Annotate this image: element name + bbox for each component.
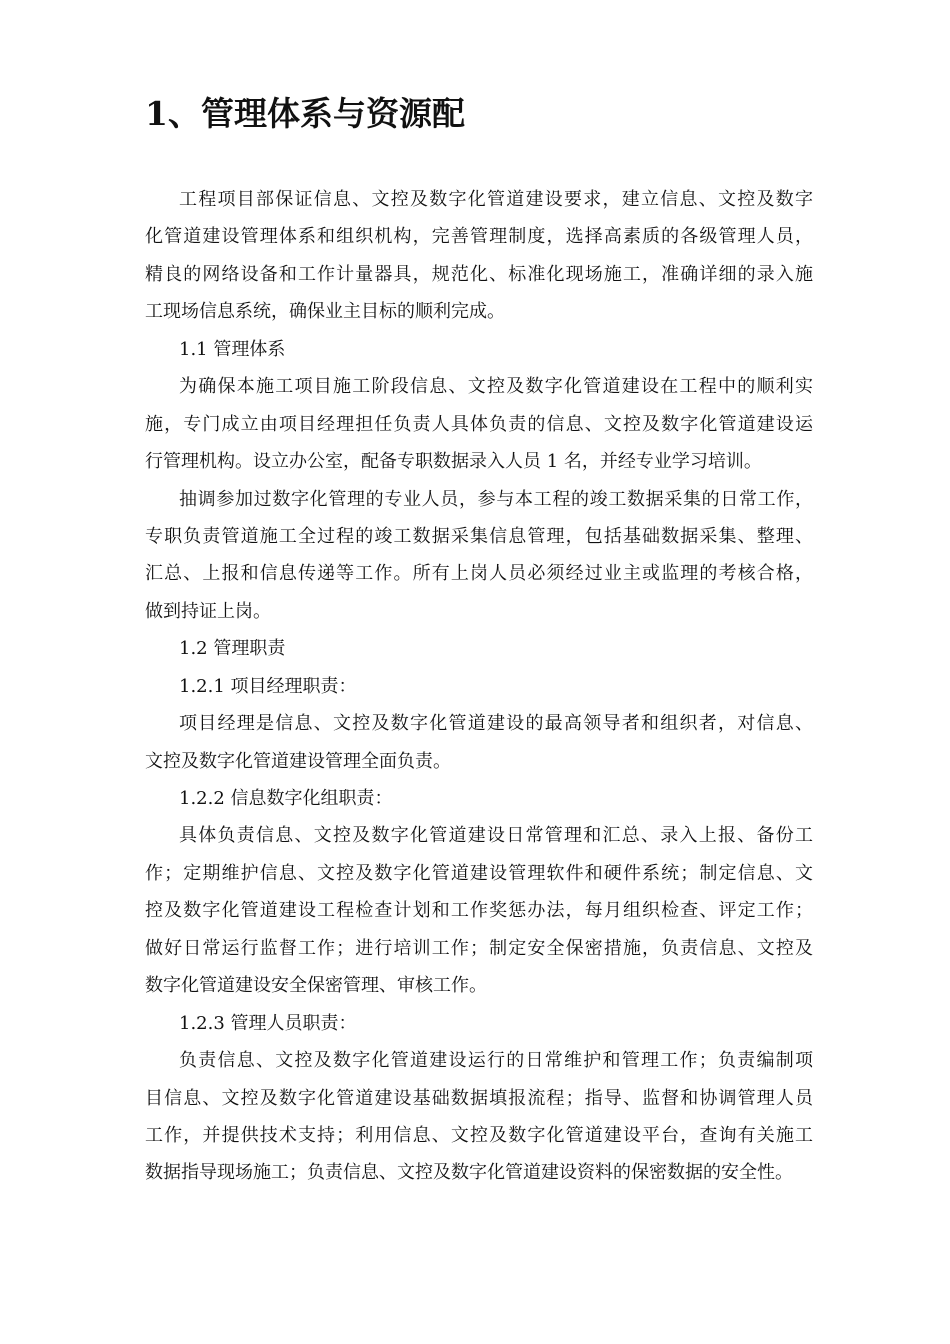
paragraph-line: 数据指导现场施工；负责信息、文控及数字化管道建设资料的保密数据的安全性。 — [145, 1162, 793, 1184]
paragraph-line: 工程项目部保证信息、文控及数字化管道建设要求，建立信息、文控及数字 — [179, 189, 813, 210]
heading-text: 1.1 管理体系 — [179, 338, 286, 360]
paragraph-line: 做好日常运行监督工作；进行培训工作；制定安全保密措施，负责信息、文控及 — [145, 937, 813, 959]
paragraph-line: 汇总、上报和信息传递等工作。所有上岗人员必须经过业主或监理的考核合格， — [145, 563, 813, 585]
paragraph-line: 数字化管道建设安全保密管理、审核工作。 — [145, 975, 487, 997]
heading-text: 1.2.1 项目经理职责： — [179, 675, 357, 697]
paragraph-line: 抽调参加过数字化管理的专业人员，参与本工程的竣工数据采集的日常工作， — [179, 488, 813, 510]
paragraph-line: 化管道建设管理体系和组织机构，完善管理制度，选择高素质的各级管理人员， — [145, 226, 813, 248]
paragraph-line: 做到持证上岗。 — [145, 600, 271, 622]
section-heading — [145, 780, 813, 817]
paragraph — [145, 705, 813, 780]
document-body — [145, 181, 813, 1192]
paragraph-line: 项目经理是信息、文控及数字化管道建设的最高领导者和组织者，对信息、 — [179, 713, 813, 735]
section-heading — [145, 668, 813, 705]
paragraph-line: 施，专门成立由项目经理担任负责人具体负责的信息、文控及数字化管道建设运 — [145, 413, 813, 435]
paragraph-line: 具体负责信息、文控及数字化管道建设日常管理和汇总、录入上报、备份工 — [179, 825, 813, 847]
paragraph — [145, 481, 813, 631]
paragraph-line: 目信息、文控及数字化管道建设基础数据填报流程；指导、监督和协调管理人员 — [145, 1087, 813, 1109]
paragraph-line: 专职负责管道施工全过程的竣工数据采集信息管理，包括基础数据采集、整理、 — [145, 525, 813, 547]
section-heading — [145, 630, 813, 667]
paragraph-line: 行管理机构。设立办公室，配备专职数据录入人员 1 名，并经专业学习培训。 — [145, 451, 762, 473]
paragraph-line: 精良的网络设备和工作计量器具，规范化、标准化现场施工，准确详细的录入施 — [145, 263, 813, 285]
paragraph — [145, 368, 813, 480]
paragraph-line: 为确保本施工项目施工阶段信息、文控及数字化管道建设在工程中的顺利实 — [179, 376, 813, 398]
paragraph — [145, 1042, 813, 1192]
paragraph-line: 控及数字化管道建设工程检查计划和工作奖惩办法，每月组织检查、评定工作； — [145, 900, 813, 922]
paragraph-line: 工作，并提供技术支持；利用信息、文控及数字化管道建设平台，查询有关施工 — [145, 1124, 813, 1146]
paragraph-line: 作；定期维护信息、文控及数字化管道建设管理软件和硬件系统；制定信息、文 — [145, 862, 813, 884]
section-heading — [145, 331, 813, 368]
paragraph — [145, 181, 813, 331]
paragraph-line: 工现场信息系统，确保业主目标的顺利完成。 — [145, 301, 505, 323]
heading-text: 1.2 管理职责 — [179, 638, 286, 660]
page-title: 1、管理体系与资源配 — [145, 94, 465, 133]
paragraph-line: 负责信息、文控及数字化管道建设运行的日常维护和管理工作；负责编制项 — [179, 1050, 813, 1072]
section-heading — [145, 1005, 813, 1042]
heading-text: 1.2.3 管理人员职责： — [179, 1012, 357, 1034]
paragraph-line: 文控及数字化管道建设管理全面负责。 — [145, 750, 451, 772]
paragraph — [145, 817, 813, 1004]
heading-text: 1.2.2 信息数字化组职责： — [179, 788, 393, 809]
